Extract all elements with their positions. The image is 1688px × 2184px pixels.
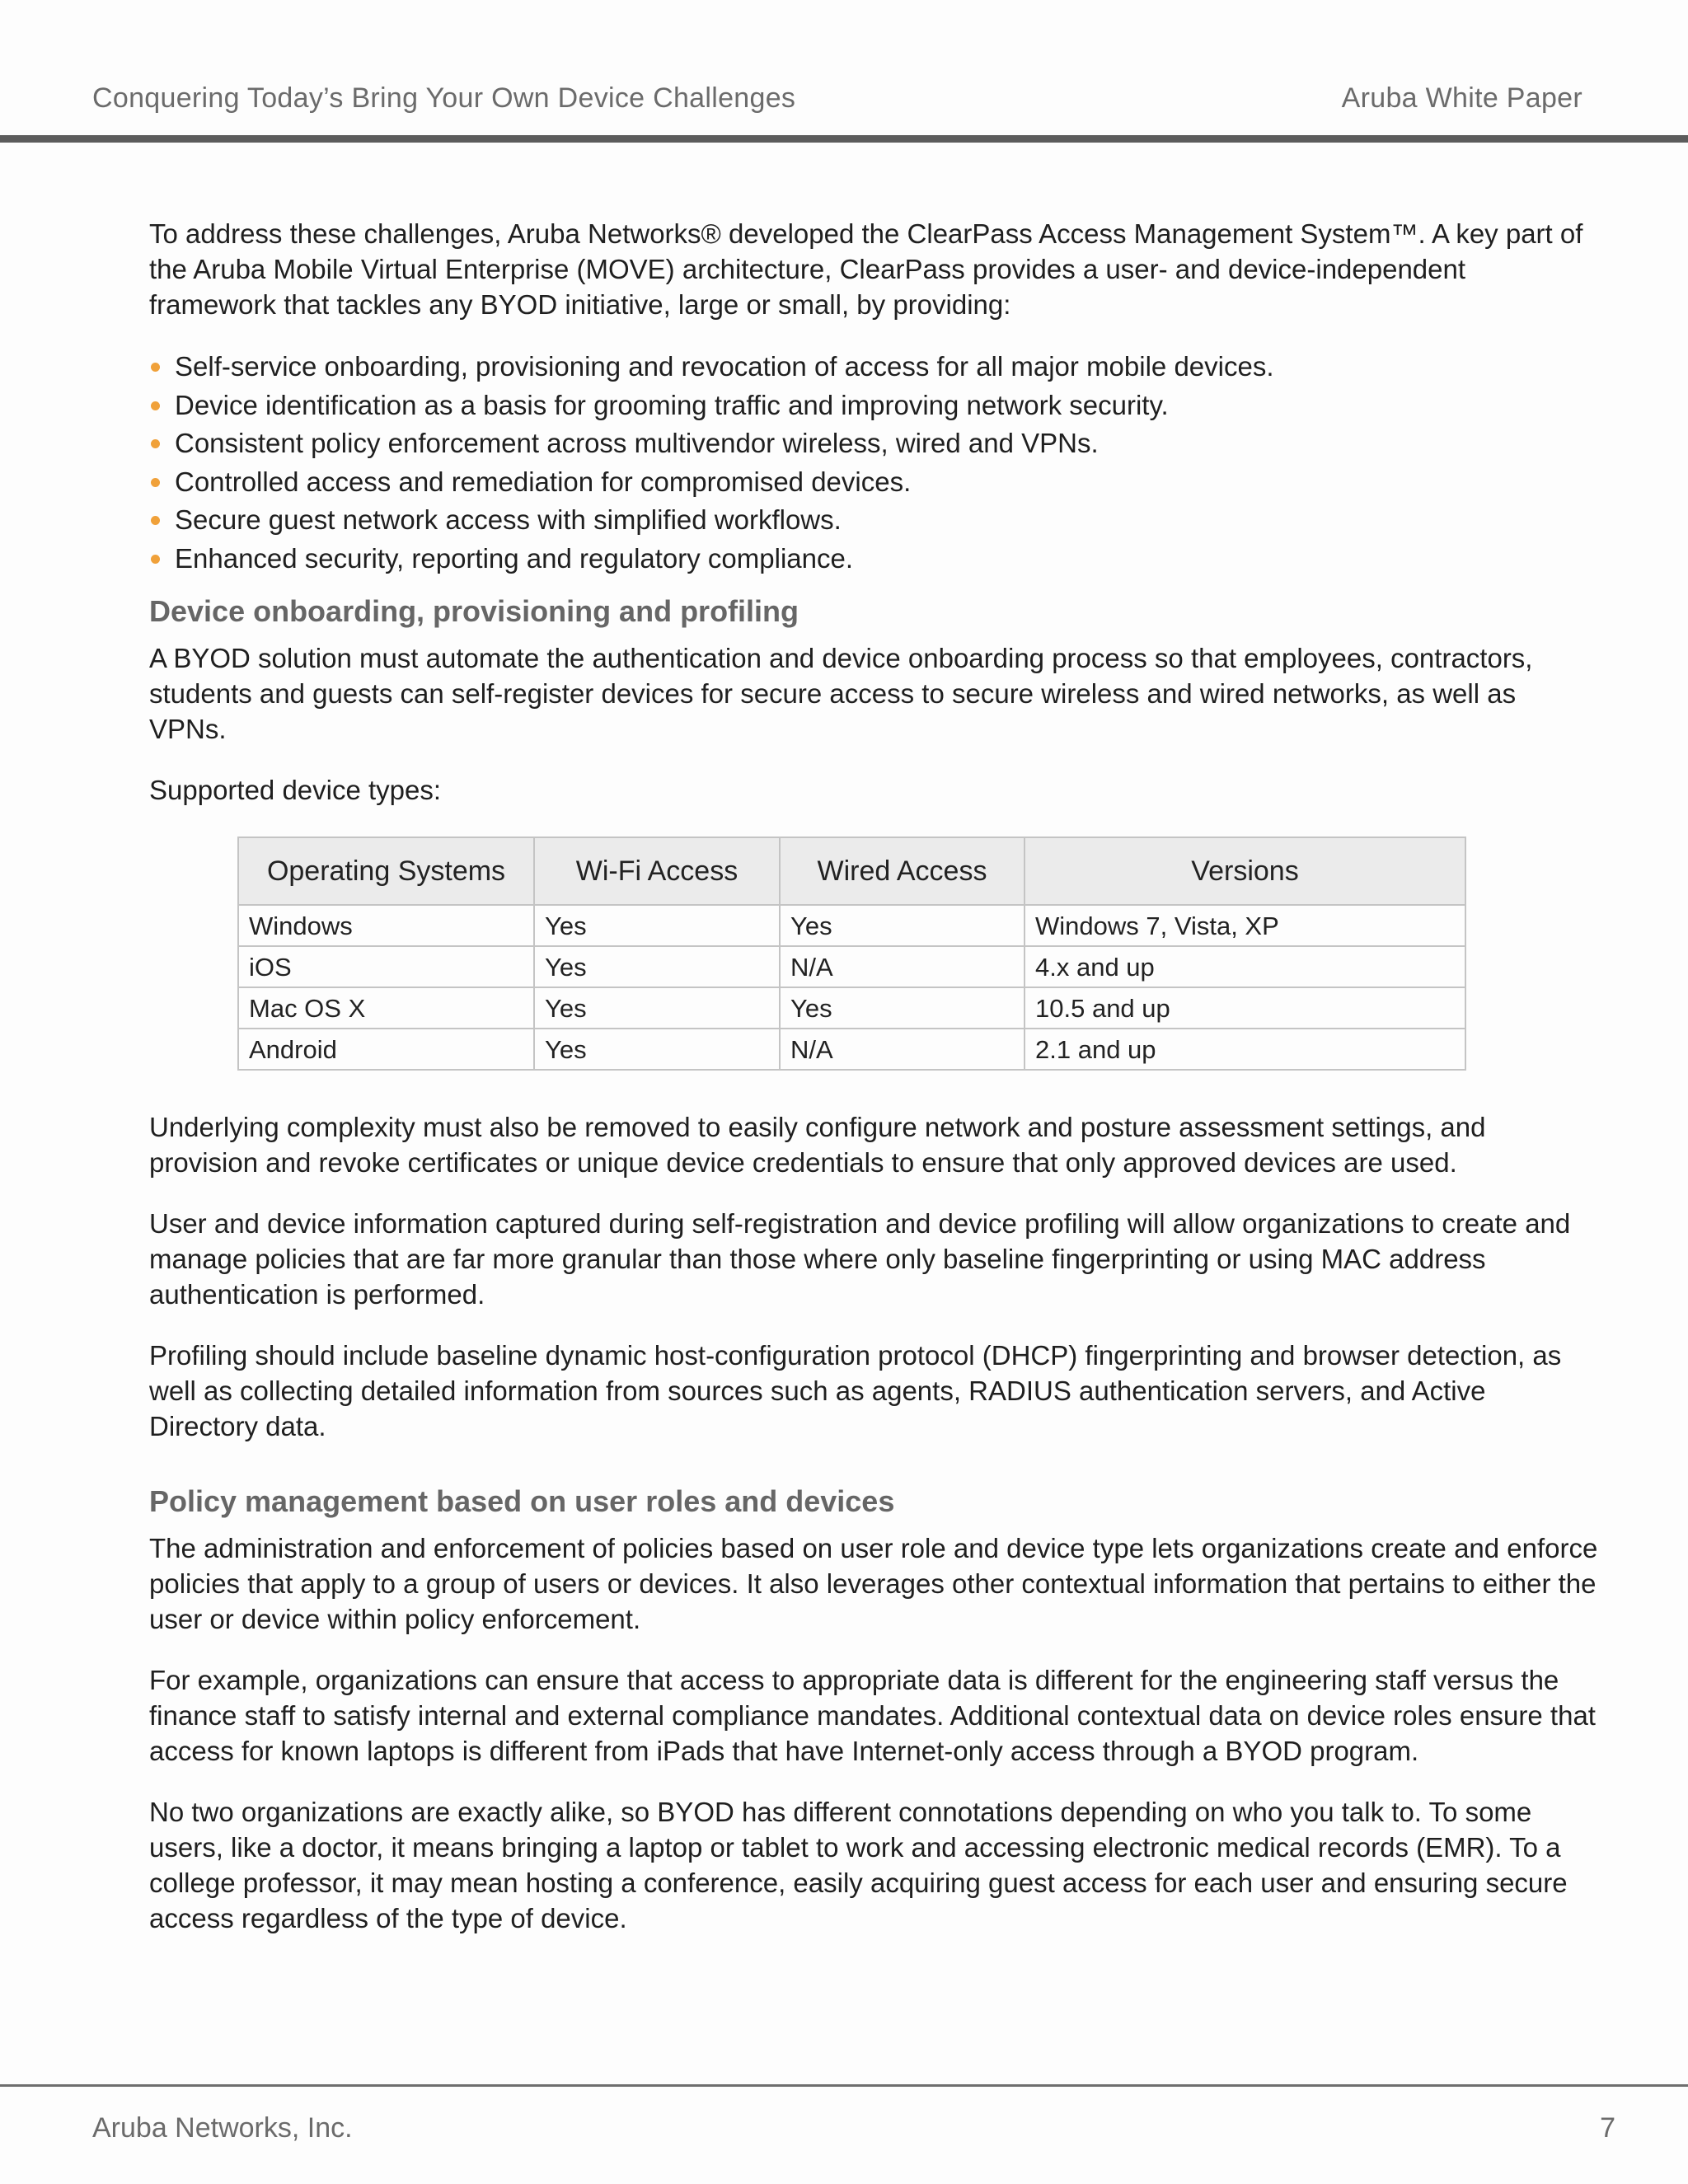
table-cell: Mac OS X	[238, 987, 534, 1029]
column-header: Wired Access	[780, 837, 1025, 905]
list-item: Consistent policy enforcement across multivendor wireless, wired and VPNs.	[149, 424, 1600, 463]
example-paragraph: For example, organizations can ensure that access to appropriate data is different for the engineering staff versus the finance staff to satisfy internal and external compliance mandates. Additional contextual data on device roles ensure that access for known laptops is different from iPads that have Internet-only access through a BYOD program.	[149, 1665, 1596, 1766]
table-cell: 2.1 and up	[1025, 1029, 1465, 1070]
document-title: Conquering Today’s Bring Your Own Device Challenges	[92, 82, 796, 114]
header-divider	[0, 135, 1688, 143]
table-cell: Windows	[238, 905, 534, 946]
column-header: Versions	[1025, 837, 1465, 905]
table-row	[238, 1029, 1465, 1070]
bullet-dot-icon	[151, 363, 160, 372]
list-item: Secure guest network access with simplified workflows.	[149, 501, 1600, 540]
table-row	[238, 946, 1465, 987]
feature-list	[149, 348, 1600, 578]
table-cell: Windows 7, Vista, XP	[1025, 905, 1465, 946]
section-heading-policy: Policy management based on user roles and devices	[149, 1484, 895, 1518]
page-body	[149, 216, 1600, 1936]
bullet-dot-icon	[151, 516, 160, 525]
table-cell: Android	[238, 1029, 534, 1070]
table-cell: iOS	[238, 946, 534, 987]
list-item: Device identification as a basis for grooming traffic and improving network security.	[149, 387, 1600, 425]
page-header	[0, 0, 1688, 142]
policy-paragraph: The administration and enforcement of policies based on user role and device type lets organizations create and enforce policies that apply to a group of users or devices. It also leverages other contextual information that pertains to either the user or device within policy enforcement.	[149, 1533, 1598, 1634]
bullet-dot-icon	[151, 555, 160, 564]
device-types-label: Supported device types:	[149, 775, 442, 805]
table-cell: Yes	[534, 946, 780, 987]
column-header: Operating Systems	[238, 837, 534, 905]
organizations-paragraph: No two organizations are exactly alike, so BYOD has different connotations depending on who you talk to. To some users, like a doctor, it means bringing a laptop or tablet to work and accessing electronic medical records (EMR). To a college professor, it may mean hosting a conference, easily acquiring guest access for each user and ensuring secure access regardless of the type of device.	[149, 1797, 1568, 1933]
table-row	[238, 987, 1465, 1029]
list-item: Controlled access and remediation for compromised devices.	[149, 463, 1600, 502]
table-cell: N/A	[780, 946, 1025, 987]
table-cell: N/A	[780, 1029, 1025, 1070]
registration-paragraph: User and device information captured during self-registration and device profiling will allow organizations to create and manage policies that are far more granular than those where only baseline fingerprinting or using MAC address authentication is performed.	[149, 1208, 1571, 1310]
profiling-paragraph: Profiling should include baseline dynamic host-configuration protocol (DHCP) fingerprinting and browser detection, as well as collecting detailed information from sources such as agents, RADIUS authentication servers, and Active Directory data.	[149, 1340, 1562, 1441]
column-header: Wi-Fi Access	[534, 837, 780, 905]
supported-devices-table	[237, 837, 1466, 1071]
section-heading-onboarding: Device onboarding, provisioning and profiling	[149, 594, 799, 628]
bullet-dot-icon	[151, 439, 160, 448]
list-item: Self-service onboarding, provisioning and revocation of access for all major mobile devices.	[149, 348, 1600, 387]
intro-paragraph: To address these challenges, Aruba Networks® developed the ClearPass Access Management System™. A key part of the Aruba Mobile Virtual Enterprise (MOVE) architecture, ClearPass provides a user- and device-independent framework that tackles any BYOD initiative, large or small, by providing:	[149, 218, 1583, 320]
footer-divider	[0, 2084, 1688, 2087]
table-row	[238, 905, 1465, 946]
page-number: 7	[1600, 2112, 1615, 2144]
publication-label: Aruba White Paper	[1341, 82, 1582, 114]
table-cell: Yes	[780, 905, 1025, 946]
footer-company: Aruba Networks, Inc.	[92, 2112, 353, 2144]
table-cell: Yes	[534, 987, 780, 1029]
table-cell: Yes	[534, 1029, 780, 1070]
table-cell: 4.x and up	[1025, 946, 1465, 987]
table-cell: Yes	[780, 987, 1025, 1029]
table-cell: Yes	[534, 905, 780, 946]
bullet-dot-icon	[151, 478, 160, 487]
device-table-container	[237, 837, 1600, 1071]
bullet-dot-icon	[151, 401, 160, 410]
list-item: Enhanced security, reporting and regulatory compliance.	[149, 540, 1600, 579]
complexity-paragraph: Underlying complexity must also be removed to easily configure network and posture assessment settings, and provision and revoke certificates or unique device credentials to ensure that only approved devices are used.	[149, 1112, 1486, 1178]
table-cell: 10.5 and up	[1025, 987, 1465, 1029]
table-header-row	[238, 837, 1465, 905]
onboarding-paragraph: A BYOD solution must automate the authentication and device onboarding process so that employees, contractors, students and guests can self-register devices for secure access to secure wireless and wired networks, as well as VPNs.	[149, 643, 1533, 744]
